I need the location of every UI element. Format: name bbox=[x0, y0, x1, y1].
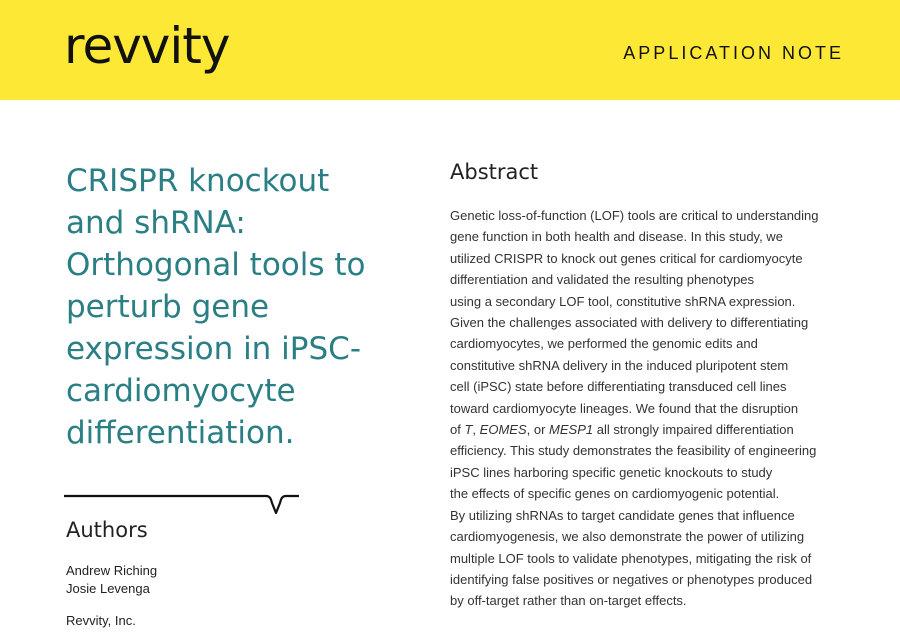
abstract-line: gene function in both health and disease. In this study, we bbox=[450, 229, 783, 245]
section-divider-line bbox=[64, 489, 304, 515]
abstract-heading: Abstract bbox=[450, 160, 539, 184]
abstract-line: toward cardiomyocyte lineages. We found that the disruption bbox=[450, 400, 799, 416]
abstract-line-genes bbox=[450, 419, 870, 440]
abstract-line: multiple LOF tools to validate phenotypes, mitigating the risk of bbox=[450, 550, 812, 566]
title-line: perturb gene bbox=[66, 289, 270, 325]
abstract-line: efficiency. This study demonstrates the feasibility of engineering bbox=[450, 443, 817, 459]
abstract-line: utilized CRISPR to knock out genes critical for cardiomyocyte bbox=[450, 250, 803, 266]
text-fragment: all strongly impaired differentiation bbox=[593, 422, 794, 438]
title-line: expression in iPSC- bbox=[66, 331, 361, 367]
text-fragment: , bbox=[472, 422, 480, 438]
abstract-line: cardiomyogenesis, we also demonstrate the power of utilizing bbox=[450, 529, 805, 545]
authors-heading: Authors bbox=[66, 518, 148, 542]
gene-name-eomes: EOMES bbox=[479, 422, 527, 438]
abstract-line: identifying false positives or negatives or phenotypes produced bbox=[450, 571, 813, 587]
abstract-line: by off-target rather than on-target effects. bbox=[450, 593, 687, 609]
title-line: CRISPR knockout bbox=[66, 163, 330, 199]
document-title bbox=[66, 160, 406, 454]
author-affiliation: Revvity, Inc. bbox=[66, 613, 136, 628]
abstract-line: Genetic loss-of-function (LOF) tools are critical to understanding bbox=[450, 208, 819, 223]
abstract-line: differentiation and validated the resulting phenotypes bbox=[450, 272, 755, 288]
authors-list bbox=[66, 562, 157, 598]
abstract-line: cardiomyocytes, we performed the genomic edits and bbox=[450, 336, 758, 352]
title-line: cardiomyocyte bbox=[66, 373, 296, 409]
abstract-line: using a secondary LOF tool, constitutive shRNA expression. bbox=[450, 293, 796, 309]
title-line: differentiation. bbox=[66, 415, 295, 451]
author-name: Josie Levenga bbox=[66, 581, 150, 596]
gene-name-t: T bbox=[464, 422, 473, 438]
text-fragment: of bbox=[450, 422, 465, 438]
page-header bbox=[0, 0, 900, 100]
text-fragment: , or bbox=[526, 422, 550, 438]
gene-name-mesp1: MESP1 bbox=[549, 422, 594, 438]
revvity-logo: revvity bbox=[64, 17, 230, 75]
abstract-line: iPSC lines harboring specific genetic knockouts to study bbox=[450, 464, 773, 480]
abstract-line: cell (iPSC) state before differentiating transduced cell lines bbox=[450, 379, 787, 395]
abstract-line: By utilizing shRNAs to target candidate genes that influence bbox=[450, 507, 795, 523]
abstract-body bbox=[450, 205, 870, 612]
document-type-label: APPLICATION NOTE bbox=[623, 43, 844, 63]
title-line: and shRNA: bbox=[66, 205, 246, 241]
abstract-line: Given the challenges associated with delivery to differentiating bbox=[450, 315, 809, 331]
author-name: Andrew Riching bbox=[66, 563, 158, 578]
abstract-line: the effects of specific genes on cardiomyogenic potential. bbox=[450, 486, 780, 502]
title-line: Orthogonal tools to bbox=[66, 247, 366, 283]
abstract-line: constitutive shRNA delivery in the induced pluripotent stem bbox=[450, 357, 789, 373]
